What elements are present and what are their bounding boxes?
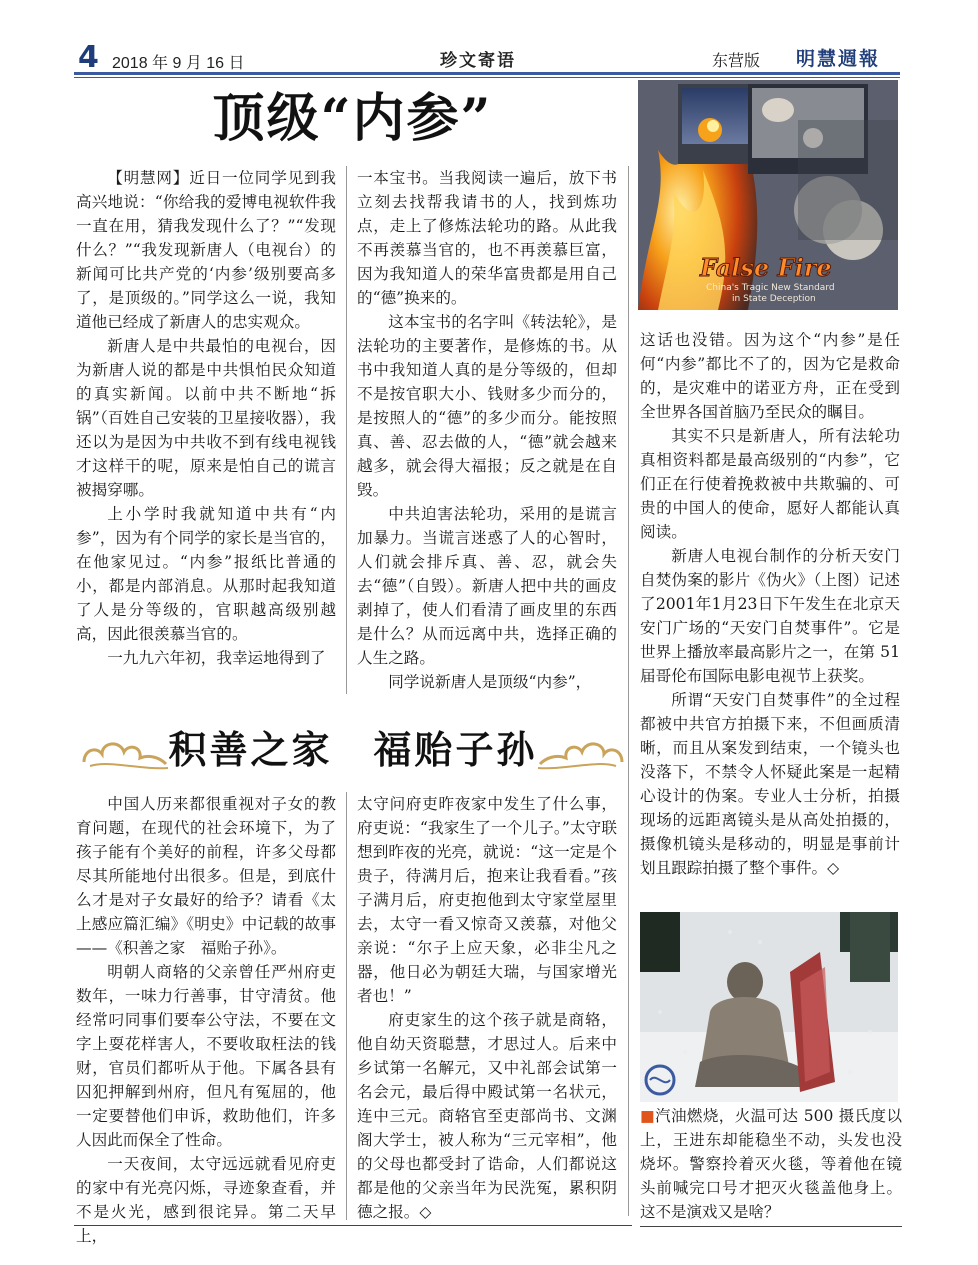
paragraph: 新唐人是中共最怕的电视台，因为新唐人说的都是中共惧怕民众知道的真实新闻。以前中共不断地“拆锅”（百姓自己安装的卫星接收器），我还以为是因为中共收不到有线电视钱才这样干的呢，原来是怕自己的谎言被揭穿哪。	[76, 337, 336, 499]
paragraph: 一天夜间，太守远远就看见府吏的家中有光亮闪烁，寻迹象查看，并不是火光，感到很诧异。第二天早上，	[76, 1155, 336, 1245]
poster-subtitle-1: China's Tragic New Standard	[706, 283, 835, 293]
article1-column-2	[357, 166, 617, 694]
paragraph: 中共迫害法轮功，采用的是谎言加暴力。当谎言迷惑了人的心智时，人们就会排斥真、善、忍，就会失去“德”（自毁）。新唐人把中共的画皮剥掉了，使人们看清了画皮里的东西是什么？从而远离中共，选择正确的人生之路。	[357, 505, 617, 667]
article2-column-1	[76, 792, 336, 1248]
poster-title: False Fire	[700, 253, 832, 282]
paragraph: 一九九六年初，我幸运地得到了	[107, 649, 326, 667]
photo-caption	[640, 1104, 902, 1224]
caption-text: 汽油燃烧，火温可达 500 摄氏度以上，王进东却能稳坐不动，头发也没烧坏。警察拎着灭火毯，等着他在镜头前喊完口号才把灭火毯盖他身上。这不是演戏又是啥？	[640, 1107, 902, 1221]
paragraph: 同学说新唐人是顶级“内参”，	[388, 673, 592, 691]
paragraph: 【明慧网】近日一位同学见到我高兴地说：“你给我的爱博电视软件我一直在用，猜我发现什么了？”“发现什么？”“我发现新唐人（电视台）的新闻可比共产党的‘内参’级别要高多了，是顶级的。”同学这么一说，我知道他已经成了新唐人的忠实观众。	[76, 169, 336, 331]
paragraph: 一本宝书。当我阅读一遍后，放下书立刻去找帮我请书的人，找到炼功点，走上了修炼法轮功的路。从此我不再羡慕当官的，也不再羡慕巨富，因为我知道人的荣华富贵都是用自己的“德”换来的。	[357, 169, 617, 307]
tiananmen-photo-image	[640, 912, 898, 1102]
caption-rule	[640, 1226, 902, 1227]
paragraph: 这本宝书的名字叫《转法轮》，是法轮功的主要著作，是修炼的书。从书中我知道人真的是分等级的，但却不是按官职大小、钱财多少而分的，是按照人的“德”的多少而分。能按照真、善、忍去做的人，“德”就会越来越多，就会得大福报；反之就是在自毁。	[357, 313, 617, 499]
column-divider	[346, 166, 347, 694]
paragraph: 所谓“天安门自焚事件”的全过程都被中共官方拍摄下来，不但画质清晰，而且从案发到结束，一个镜头也没落下，不禁令人怀疑此案是一起精心设计的伪案。专业人士分析，拍摄现场的远距离镜头是从高处拍摄的，摄像机镜头是移动的，明显是事前计划且跟踪拍摄了整个事件。◇	[640, 691, 900, 877]
article1-headline: 顶级“内参”	[212, 88, 493, 149]
column-divider	[346, 792, 347, 1220]
edition-label: 东营版	[712, 51, 761, 70]
newspaper-name: 明慧週報	[796, 48, 881, 70]
issue-date: 2018 年 9 月 16 日	[112, 55, 245, 72]
false-fire-poster-image	[638, 80, 898, 310]
article1-column-1	[76, 166, 336, 670]
article2-headline-banner	[74, 718, 632, 782]
paragraph: 府吏家生的这个孩子就是商辂，他自幼天资聪慧，才思过人。后来中乡试第一名解元，又中礼部会试第一名会元，最后得中殿试第一名状元，连中三元。商辂官至吏部尚书、文渊阁大学士，被人称为“三元宰相”，他的父母也都受封了诰命，人们都说这都是他的父亲当年为民洗冤，累积阴德之报。◇	[357, 1011, 617, 1221]
header-rule	[74, 72, 900, 75]
header-rule-thin	[74, 77, 900, 78]
bottom-rule	[74, 1225, 632, 1226]
page-number: 4	[78, 40, 99, 75]
article2-column-2	[357, 792, 617, 1224]
column-divider	[628, 166, 629, 1216]
paragraph: 新唐人电视台制作的分析天安门自焚伪案的影片《伪火》（上图）记述了2001年1月23日下午发生在北京天安门广场的“天安门自焚事件”。它是世界上播放率最高影片之一，在第 51 届哥伦布国际电影电视节上获奖。	[640, 547, 900, 685]
paragraph: 上小学时我就知道中共有“内参”，因为有个同学的家长是当官的，在他家见过。“内参”报纸比普通的小，都是内部消息。从那时起我知道了人是分等级的，官职越高级别越高，因此很羡慕当官的。	[76, 505, 336, 643]
article2-headline-right: 福贻子孙	[373, 728, 538, 772]
paragraph: 明朝人商辂的父亲曾任严州府吏数年，一味力行善事，甘守清贫。他经常叼同事们要奉公守法，不要在文字上耍花样害人，不要收取枉法的钱财，官员们都听从于他。下属各县有囚犯押解到州府，但凡有冤屈的，他一定要替他们申诉，救助他们，许多人因此而保全了性命。	[76, 963, 336, 1149]
article2-headline	[74, 724, 632, 776]
paragraph: 中国人历来都很重视对子女的教育问题，在现代的社会环境下，为了孩子能有个美好的前程，许多父母都尽其所能地付出很多。但是，到底什么才是对子女最好的给予？请看《太上感应篇汇编》《明史》中记载的故事——《积善之家 福贻子孙》。	[76, 795, 336, 957]
paragraph: 这话也没错。因为这个“内参”是任何“内参”都比不了的，因为它是救命的，是灾难中的诺亚方舟，正在受到全世界各国首脑乃至民众的瞩目。	[640, 331, 900, 421]
article2-headline-left: 积善之家	[168, 728, 333, 772]
article1-column-3	[640, 328, 900, 880]
caption-bullet: ■	[640, 1107, 656, 1125]
paragraph: 太守问府吏昨夜家中发生了什么事，府吏说：“我家生了一个儿子。”太守联想到昨夜的光亮，就说：“这一定是个贵子，待满月后，抱来让我看看。”孩子满月后，府吏抱他到太守家堂屋里去，太守一看又惊奇又羡慕，对他父亲说：“尔子上应天象，必非尘凡之器，他日必为朝廷大瑞，与国家增光者也！”	[357, 795, 617, 1005]
section-title: 珍文寄语	[440, 51, 516, 71]
poster-subtitle-2: in State Deception	[732, 294, 816, 304]
paragraph: 其实不只是新唐人，所有法轮功真相资料都是最高级别的“内参”，它们正在行使着挽救被中共欺骗的、可贵的中国人的使命，愿好人都能认真阅读。	[640, 427, 900, 541]
